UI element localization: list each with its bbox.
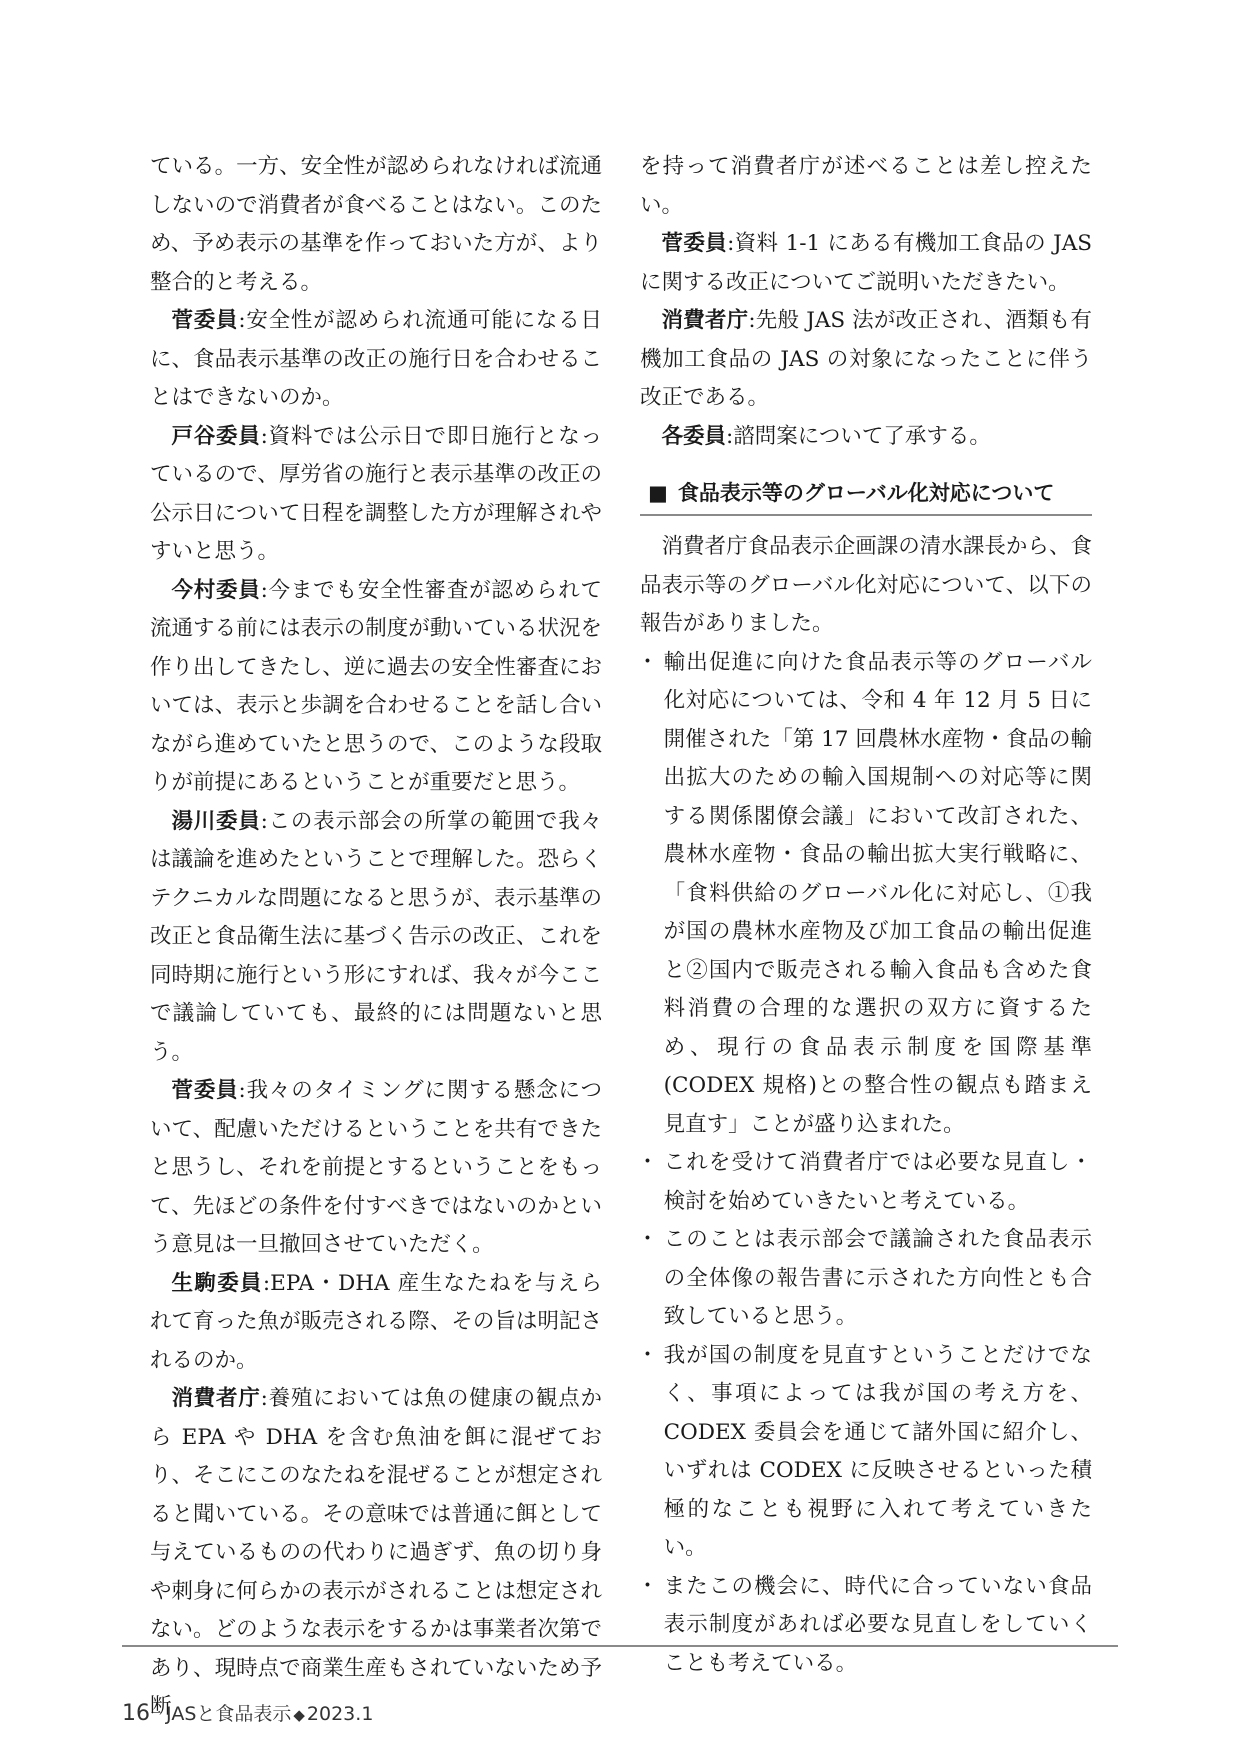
speaker-label: 菅委員 <box>171 308 239 333</box>
paragraph: を持って消費者庁が述べることは差し控えたい。 <box>640 154 1092 218</box>
paragraph <box>150 572 602 803</box>
speaker-label: 菅委員 <box>171 1078 239 1103</box>
statement-text: :資料では公示日で即日施行となっているので、厚労省の施行と表示基準の改正の公示日について日程を調整した方が理解されやすいと思う。 <box>150 423 602 564</box>
intro-paragraph: 消費者庁食品表示企画課の清水課長から、食品表示等のグローバル化対応について、以下の報告がありました。 <box>640 534 1092 636</box>
footer-divider <box>122 1645 1118 1647</box>
statement-text: :EPA・DHA 産生なたねを与えられて育った魚が販売される際、その旨は明記されるのか。 <box>150 1270 602 1373</box>
speaker-label: 戸谷委員 <box>171 423 261 449</box>
issue-date: 2023.1 <box>306 1703 374 1725</box>
paragraph: ている。一方、安全性が認められなければ流通しないので消費者が食べることはない。このため、予め表示の基準を作っておいた方が、より整合的と考える。 <box>150 154 602 295</box>
statement-text: :この表示部会の所掌の範囲で我々は議論を進めたということで理解した。恐らくテクニカルな問題になると思うが、表示基準の改正と食品衛生法に基づく告示の改正、これを同時期に施行という形にすれば、我々が今ここで議論していても、最終的には問題ないと思う。 <box>150 808 602 1065</box>
paragraph <box>150 418 602 572</box>
paragraph <box>150 1072 602 1265</box>
paragraph <box>640 302 1092 418</box>
square-bullet-icon: ■ <box>648 481 668 505</box>
speaker-label: 今村委員 <box>171 577 261 603</box>
left-column <box>150 148 602 1727</box>
list-item: ・ 我が国の制度を見直すということだけでなく、事項によっては我が国の考え方を、CODEX 委員会を通じて諸外国に紹介し、いずれは CODEX に反映させるといった積極的なことも視野に入れて考えていきたい。 <box>640 1337 1092 1568</box>
section-title: 食品表示等のグローバル化対応について <box>677 481 1055 505</box>
statement-text: :今までも安全性審査が認められて流通する前には表示の制度が動いている状況を作り出してきたし、逆に過去の安全性審査においては、表示と歩調を合わせることを話し合いながら進めていたと思うので、このような段取りが前提にあるということが重要だと思う。 <box>150 577 602 795</box>
speaker-label: 消費者庁 <box>171 1386 261 1411</box>
paragraph <box>640 225 1092 302</box>
list-item: ・ またこの機会に、時代に合っていない食品表示制度があれば必要な見直しをしていくことも考えている。 <box>640 1568 1092 1684</box>
publication-title: JASと食品表示 <box>166 1703 292 1725</box>
statement-text: :養殖においては魚の健康の観点から EPA や DHA を含む魚油を餌に混ぜており、そこにこのなたねを混ぜることが想定されると聞いている。その意味では普通に餌として与えているものの代わりに過ぎず、魚の切り身や刺身に何らかの表示がされることは想定されない。どのような表示をするかは事業者次第であり、現時点で商業生産もされていないため予断 <box>150 1386 602 1719</box>
speaker-label: 菅委員 <box>661 231 728 256</box>
statement-text: :安全性が認められ流通可能になる日に、食品表示基準の改正の施行日を合わせることはできないのか。 <box>150 308 602 410</box>
page-number: 16 <box>122 1701 150 1726</box>
list-item: ・ 輸出促進に向けた食品表示等のグローバル化対応については、令和 4 年 12 月 5 日に開催された「第 17 回農林水産物・食品の輸出拡大のための輸入国規制への対応等に関する関係閣僚会議」において改訂された、農林水産物・食品の輸出拡大実行戦略に、「食料供給のグローバル化に対応し、①我が国の農林水産物及び加工食品の輸出促進と②国内で販売される輸入食品も含めた食料消費の合理的な選択の双方に資するため、現行の食品表示制度を国際基準(CODEX 規格)との整合性の観点も踏まえ見直す」ことが盛り込まれた。 <box>640 644 1092 1145</box>
statement-text: :我々のタイミングに関する懸念について、配慮いただけるということを共有できたと思うし、それを前提とするということをもって、先ほどの条件を付すべきではないのかという意見は一旦撤回させていただく。 <box>150 1078 602 1257</box>
paragraph <box>150 302 602 418</box>
right-column <box>640 148 1092 1683</box>
statement-text: :先般 JAS 法が改正され、酒類も有機加工食品の JAS の対象になったことに伴う改正である。 <box>640 308 1092 410</box>
report-bullet-list <box>640 644 1092 1684</box>
paragraph <box>150 803 602 1073</box>
speaker-label: 湯川委員 <box>171 808 261 834</box>
diamond-icon: ◆ <box>293 1706 305 1724</box>
speaker-label: 生駒委員 <box>171 1270 263 1296</box>
paragraph <box>150 1380 602 1727</box>
speaker-label: 各委員 <box>661 423 727 449</box>
page-footer <box>122 1702 373 1727</box>
section-heading <box>640 476 1092 516</box>
list-item: ・ このことは表示部会で議論された食品表示の全体像の報告書に示された方向性とも合致していると思う。 <box>640 1221 1092 1337</box>
paragraph <box>150 1265 602 1381</box>
paragraph <box>640 418 1092 457</box>
speaker-label: 消費者庁 <box>661 308 749 333</box>
list-item: ・ これを受けて消費者庁では必要な見直し・検討を始めていきたいと考えている。 <box>640 1144 1092 1221</box>
statement-text: :資料 1-1 にある有機加工食品の JAS に関する改正についてご説明いただきたい。 <box>640 231 1092 295</box>
statement-text: :諮問案について了承する。 <box>726 423 991 449</box>
